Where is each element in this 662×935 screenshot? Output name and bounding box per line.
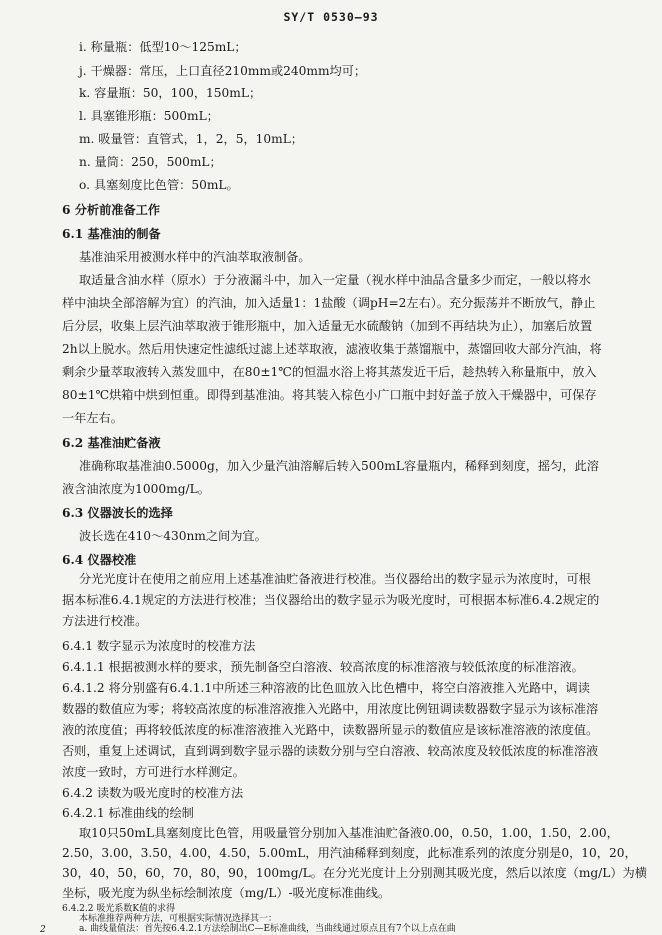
paragraph-line: 剩余少量萃取液转入蒸发皿中，在80±1℃的恒温水浴上将其蒸发近干后，趁热转入称量瓶中，放入 bbox=[62, 365, 597, 379]
paragraph-line: 后分层，收集上层汽油萃取液于锥形瓶中，加入适量无水硫酸钠（加到不再结块为止），加塞后放置 bbox=[62, 319, 593, 333]
paragraph-line: 方法进行校准。 bbox=[62, 614, 148, 628]
list-item: m. 吸量管：直管式，1，2，5，10mL； bbox=[79, 132, 303, 146]
paragraph-line: 取适量含油水样（原水）于分液漏斗中，加入一定量（视水样中油品含量多少而定，一般以将水 bbox=[79, 273, 591, 287]
list-item: o. 具塞刻度比色管：50mL。 bbox=[79, 178, 239, 192]
paragraph-line: a. 曲线量值法：首先按6.4.2.1方法绘制出C—E标准曲线，当曲线通过原点且有7个以上点在曲 bbox=[79, 924, 456, 934]
paragraph-line: 本标准推荐两种方法，可根据实际情况选择其一： bbox=[79, 914, 278, 924]
subsection-heading: 6.3 仪器波长的选择 bbox=[62, 506, 173, 520]
paragraph-line: 据本标准6.4.1规定的方法进行校准；当仪器给出的数字显示为吸光度时，可根据本标准6.4.2规定的 bbox=[62, 593, 600, 607]
paragraph-line: 分光光度计在使用之前应用上述基准油贮备液进行校准。当仪器给出的数字显示为浓度时，可根 bbox=[79, 572, 591, 586]
paragraph-line: 基准油采用被测水样中的汽油萃取液制备。 bbox=[79, 250, 311, 264]
paragraph-line: 2.50，3.00，3.50，4.00，4.50，5.00mL，用汽油稀释到刻度，此标准系列的浓度分别是0，10，20， bbox=[62, 846, 637, 860]
paragraph-line: 准确称取基准油0.5000g，加入少量汽油溶解后转入500mL容量瓶内，稀释到刻度，摇匀，此溶 bbox=[79, 459, 599, 473]
subsection-heading: 6.2 基准油贮备液 bbox=[62, 436, 161, 450]
paragraph-line: 波长选在410～430nm之间为宜。 bbox=[79, 529, 267, 543]
paragraph-line: 样中油块全部溶解为宜）的汽油，加入适量1：1盐酸（调pH=2左右）。充分振荡并不断放气，静止 bbox=[62, 296, 596, 310]
list-item: i. 称量瓶：低型10～125mL； bbox=[79, 40, 247, 54]
page-number: 2 bbox=[40, 925, 46, 935]
paragraph-line: 一年左右。 bbox=[62, 411, 123, 425]
section-heading: 6 分析前准备工作 bbox=[62, 203, 161, 217]
list-item: l. 具塞锥形瓶：500mL； bbox=[79, 109, 219, 123]
subsection-heading: 6.4 仪器校准 bbox=[62, 553, 137, 567]
clause-heading: 6.4.1 数字显示为浓度时的校准方法 bbox=[62, 639, 256, 653]
list-item: j. 干燥器：常压，上口直径210mm或240mm均可； bbox=[79, 64, 367, 78]
paragraph-line: 取10只50mL具塞刻度比色管，用吸量管分别加入基准油贮备液0.00，0.50，1.00，1.50，2.00， bbox=[79, 826, 619, 840]
paragraph-line: 6.4.1.1 根据被测水样的要求，预先制备空白溶液、较高浓度的标准溶液与较低浓度的标准溶液。 bbox=[62, 660, 584, 674]
page-header: SY/T 0530—93 bbox=[283, 10, 379, 24]
clause-heading: 6.4.2 读数为吸光度时的校准方法 bbox=[62, 786, 244, 800]
clause-heading: 6.4.2.1 标准曲线的绘制 bbox=[62, 806, 194, 820]
subsection-heading: 6.1 基准油的制备 bbox=[62, 227, 161, 241]
paragraph-line: 液的浓度值；再将较低浓度的标准溶液推入光路中，读数器所显示的数值应是该标准溶液的浓度值。 bbox=[62, 723, 599, 737]
paragraph-line: 否则，重复上述调试，直到调到数字显示器的读数分别与空白溶液、较高浓度及较低浓度的标准溶液 bbox=[62, 744, 599, 758]
paragraph-line: 坐标，吸光度为纵坐标绘制浓度（mg/L）-吸光度标准曲线。 bbox=[62, 886, 391, 900]
clause-heading: 6.4.2.2 吸光系数K值的求得 bbox=[62, 904, 176, 914]
paragraph-line: 30，40，50，60，70，80，90，100mg/L。在分光光度计上分别测其吸光度，然后以浓度（mg/L）为横 bbox=[62, 866, 647, 880]
paragraph-line: 6.4.1.2 将分别盛有6.4.1.1中所述三种溶液的比色皿放入比色槽中，将空白溶液推入光路中，调读 bbox=[62, 681, 590, 695]
paragraph-line: 80±1℃烘箱中烘到恒重。即得到基准油。将其装入棕色小广口瓶中封好盖子放入干燥器中，可保存 bbox=[62, 388, 597, 402]
list-item: k. 容量瓶：50，100，150mL； bbox=[79, 86, 262, 100]
paragraph-line: 数器的数值应为零；将较高浓度的标准溶液推入光路中，用浓度比例钮调读数器数字显示为该标准溶 bbox=[62, 702, 599, 716]
paragraph-line: 浓度一致时，方可进行水样测定。 bbox=[62, 765, 245, 779]
paragraph-line: 液含油浓度为1000mg/L。 bbox=[62, 482, 210, 496]
list-item: n. 量筒：250，500mL； bbox=[79, 155, 222, 169]
paragraph-line: 2h以上脱水。然后用快速定性滤纸过滤上述萃取液，滤液收集于蒸馏瓶中，蒸馏回收大部分汽油，将 bbox=[62, 342, 602, 356]
